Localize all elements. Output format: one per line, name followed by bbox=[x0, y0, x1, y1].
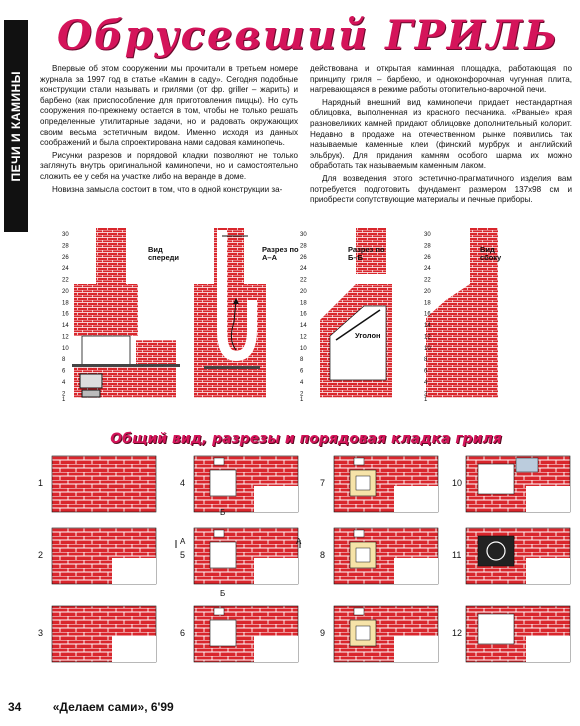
side-label-text: ПЕЧИ И КАМИНЫ bbox=[9, 70, 23, 182]
view-label-side: Вид сбоку bbox=[480, 245, 502, 263]
course-number-label: 5 bbox=[180, 550, 186, 560]
course-number: 12 bbox=[300, 334, 307, 341]
course-number: 22 bbox=[424, 277, 431, 284]
course-number: 14 bbox=[300, 323, 307, 330]
course-number: 28 bbox=[62, 243, 69, 250]
course-number-label: 1 bbox=[38, 478, 44, 488]
paragraph: Новизна замысла состоит в том, что в одной конструкции за- bbox=[52, 184, 283, 194]
plan-notch bbox=[526, 558, 570, 584]
course-number: 10 bbox=[424, 345, 431, 352]
plan-notch bbox=[394, 486, 438, 512]
plan-notch bbox=[526, 486, 570, 512]
course-number-label: 9 bbox=[320, 628, 326, 638]
course-number: 1 bbox=[62, 397, 66, 403]
course-number: 14 bbox=[424, 323, 431, 330]
course-number: 30 bbox=[300, 232, 307, 238]
course-number: 8 bbox=[300, 357, 304, 364]
course-number-label: 2 bbox=[38, 550, 44, 560]
journal-name: «Делаем сами», 6'99 bbox=[52, 700, 174, 714]
flue-hole bbox=[354, 458, 364, 465]
plan-notch bbox=[254, 486, 298, 512]
course-number: 12 bbox=[424, 334, 431, 341]
course-number: 10 bbox=[300, 345, 307, 352]
section-mark-b: Б bbox=[220, 508, 226, 517]
flue-hole bbox=[354, 530, 364, 537]
plan-notch bbox=[112, 636, 156, 662]
course-number: 1 bbox=[424, 397, 428, 403]
flue-hole bbox=[214, 530, 224, 537]
plan-notch bbox=[394, 636, 438, 662]
course-number: 30 bbox=[62, 232, 69, 238]
page-footer bbox=[8, 700, 174, 714]
course-number: 10 bbox=[62, 345, 69, 352]
course-number: 24 bbox=[424, 266, 431, 273]
course-number-label: 8 bbox=[320, 550, 326, 560]
course-number: 1 bbox=[300, 397, 304, 403]
course-number: 24 bbox=[300, 266, 307, 273]
course-number: 30 bbox=[424, 232, 431, 238]
plan-notch bbox=[526, 636, 570, 662]
view-label-section-aa: Разрез по А–А bbox=[262, 245, 299, 263]
course-number: 24 bbox=[62, 266, 69, 273]
course-number: 12 bbox=[62, 334, 69, 341]
view-label-section-bb: Разрез по Б–Б bbox=[348, 245, 385, 263]
section-mark-a: А bbox=[180, 537, 186, 546]
course-number: 4 bbox=[300, 379, 304, 386]
article-title: Обрусевший ГРИЛЬ bbox=[57, 12, 559, 59]
course-number-label: 7 bbox=[320, 478, 326, 488]
course-number-label: 3 bbox=[38, 628, 44, 638]
flue-hole bbox=[214, 608, 224, 615]
firebox-inner bbox=[356, 548, 370, 562]
course-number: 22 bbox=[62, 277, 69, 284]
page-number: 34 bbox=[8, 700, 22, 714]
course-number: 6 bbox=[300, 368, 304, 375]
course-number: 2 bbox=[300, 391, 304, 398]
course-number: 4 bbox=[62, 379, 66, 386]
damper-plate bbox=[516, 458, 538, 472]
course-number: 16 bbox=[424, 311, 431, 318]
course-number: 18 bbox=[300, 300, 307, 307]
stove-area bbox=[478, 536, 514, 566]
course-number: 20 bbox=[300, 288, 307, 295]
course-number: 14 bbox=[62, 323, 69, 330]
course-number: 28 bbox=[300, 243, 307, 250]
plan-notch bbox=[394, 558, 438, 584]
course-number-label: 11 bbox=[452, 550, 462, 560]
view-labels bbox=[36, 214, 576, 434]
course-number: 16 bbox=[300, 311, 307, 318]
course-number: 20 bbox=[62, 288, 69, 295]
firebox-inner bbox=[356, 476, 370, 490]
flue-hole bbox=[214, 458, 224, 465]
firebox-cell bbox=[210, 470, 236, 496]
course-number: 16 bbox=[62, 311, 69, 318]
stove-area bbox=[478, 464, 514, 494]
course-number-label: 10 bbox=[452, 478, 463, 488]
course-number: 8 bbox=[424, 357, 428, 364]
firebox-cell bbox=[210, 542, 236, 568]
firebox-cell bbox=[210, 620, 236, 646]
course-number: 4 bbox=[424, 379, 428, 386]
course-number: 6 bbox=[62, 368, 66, 375]
course-number: 6 bbox=[424, 368, 428, 375]
plan-notch bbox=[112, 558, 156, 584]
course-number: 18 bbox=[62, 300, 69, 307]
course-number-label: 12 bbox=[452, 628, 463, 638]
course-number: 22 bbox=[300, 277, 307, 284]
drawings-subheading: Общий вид, разрезы и порядовая кладка гриля bbox=[110, 431, 502, 447]
paragraph: Нарядный внешний вид каминопечи придает нестандартная облицовка, выполненная из красного песчаника. «Рваные» края разновеликих камней придают облицовке дополнительный колорит. Недавно в продаже на отечественном рынке появились так называемые каменные клеи (финский мурбрук и английский эльбрук). Для придания камням особого шарма их можно обработать так называемым каменным лаком. bbox=[310, 97, 572, 171]
course-number: 28 bbox=[424, 243, 431, 250]
section-mark-a: А bbox=[296, 537, 302, 546]
course-number: 26 bbox=[424, 254, 431, 261]
course-number-label: 4 bbox=[180, 478, 186, 488]
ugolon-label: Уголон bbox=[355, 331, 381, 340]
paragraph: действована и открытая каминная площадка, работающая по принципу гриля – барбекю, и одноконфорочная чугунная плита, нагревающаяся в режиме работы отопительно-варочной печи. bbox=[310, 64, 572, 95]
course-number-label: 6 bbox=[180, 628, 186, 638]
course-plan-1 bbox=[52, 456, 156, 512]
course-number: 8 bbox=[62, 357, 66, 364]
paragraph: Для возведения этого эстетично-прагматичного изделия вам потребуется подготовить фундамент размером 137х98 см и приобрести сопутствующие материалы и печные приборы. bbox=[310, 173, 572, 205]
course-number: 26 bbox=[62, 254, 69, 261]
flue-hole bbox=[354, 608, 364, 615]
course-number: 2 bbox=[62, 391, 66, 398]
course-number: 18 bbox=[424, 300, 431, 307]
plan-notch bbox=[254, 558, 298, 584]
stove-area bbox=[478, 614, 514, 644]
section-mark-b: Б bbox=[220, 589, 226, 598]
course-number: 26 bbox=[300, 254, 307, 261]
paragraph: Впервые об этом сооружении мы прочитали в третьем номере журнала за 1997 год в статье «Камин в саду». Сегодня подобные конструкции стали называть и грилями (от фр. griller – жарить) и барбено (как приспособление для приготовления пиццы). Но суть сооружения по-прежнему остается в том, чтобы не только решать определенные утилитарные задачи, но и радовать окружающих своим весьма эстетичным видом. Именно исходя из данных соображений и была спроектирована нами садовая каминопечь. bbox=[40, 64, 298, 148]
course-number: 2 bbox=[424, 391, 428, 398]
view-label-front: Вид спереди bbox=[148, 245, 179, 263]
plan-notch bbox=[254, 636, 298, 662]
paragraph: Рисунки разрезов и порядовой кладки позволяют не только заглянуть внутрь оригинальной каминопечи, но и самостоятельно сложить ее у себя на участке либо на веранде в доме. bbox=[40, 150, 298, 181]
firebox-inner bbox=[356, 626, 370, 640]
course-number: 20 bbox=[424, 288, 431, 295]
